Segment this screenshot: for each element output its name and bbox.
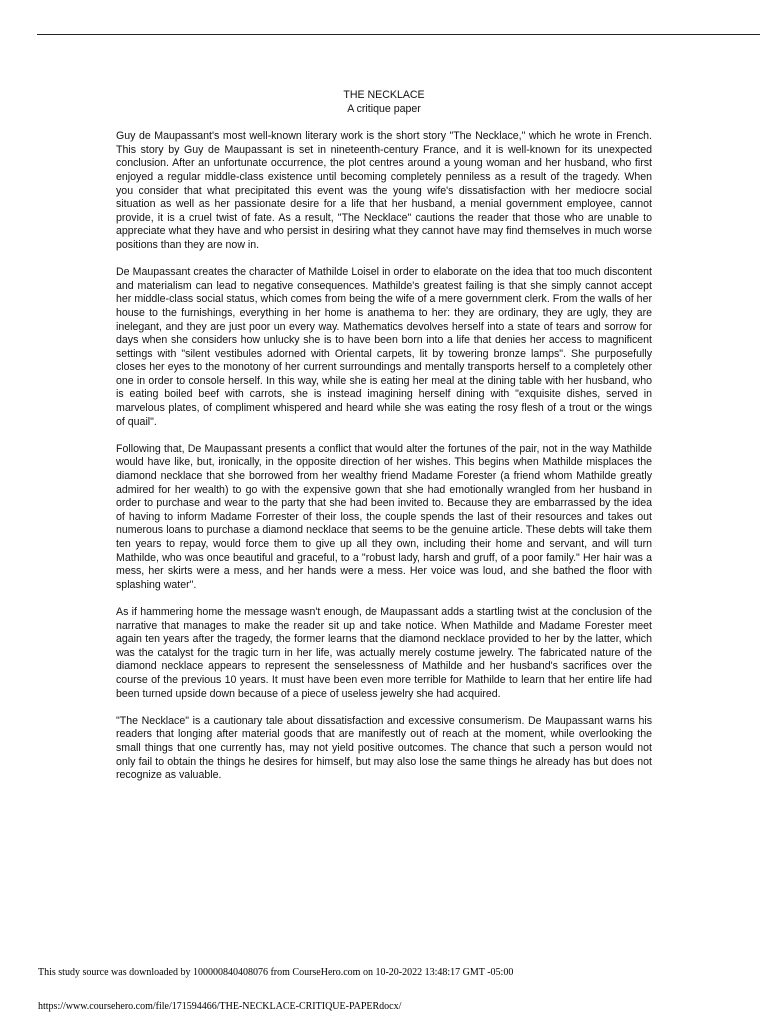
top-divider: [37, 34, 760, 35]
paragraph-5: "The Necklace" is a cautionary tale about dissatisfaction and excessive consumerism. De Maupassant warns his readers that longing after material goods that are manifestly out of reach at the moment, while overlooking the small things that one currently has, may not yield positive outcomes. The chance that such a person would not only fail to obtain the things he desires for himself, but may also lose the same things he already has but does not recognize as valuable.: [116, 714, 652, 782]
document-title: THE NECKLACE: [343, 89, 425, 101]
paragraph-2: De Maupassant creates the character of Mathilde Loisel in order to elaborate on the idea that too much discontent and materialism can lead to negative consequences. Mathilde's greatest failing is that she simply cannot accept her middle-class social status, which comes from being the wife of a mere government clerk. From the walls of her house to the furnishings, everything in her home is anathema to her: they are ordinary, they are ugly, they are inelegant, and they are just poor un every way. Mathematics devolves herself into a state of tears and sorrow for days when she considers how unlucky she is to have been born into a life that denies her access to magnificent settings with "silent vestibules adorned with Oriental carpets, lit by towering bronze lamps". She purposefully closes her eyes to the monotony of her current surroundings and mentally transports herself to a completely other one in order to console herself. In this way, while she is eating her meal at the dining table with her husband, who is eating boiled beef with carrots, she is instead imagining herself dining with "exquisite dishes, served in marvelous plates, of compliment whispered and heard while she was eating the rosy flesh of a trout or the wings of quail".: [116, 266, 652, 428]
title-block: [116, 89, 652, 116]
document-body: [116, 89, 652, 783]
download-source-note: This study source was downloaded by 100000840408076 from CourseHero.com on 10-20-2022 13:48:17 GMT -05:00: [38, 967, 514, 978]
document-subtitle: A critique paper: [347, 102, 421, 115]
source-url: https://www.coursehero.com/file/171594466/THE-NECKLACE-CRITIQUE-PAPERdocx/: [38, 1001, 402, 1012]
paragraph-3: Following that, De Maupassant presents a conflict that would alter the fortunes of the pair, not in the way Mathilde would have like, but, ironically, in the opposite direction of her wishes. This begins when Mathilde misplaces the diamond necklace that she borrowed from her wealthy friend Madame Forester (a friend whom Mathilde greatly admired for her wealth) to go with the expensive gown that she had emotionally wrangled from her husband in order to purchase and wear to the party that she had been invited to. Because they are embarrassed by the idea of having to inform Madame Forrester of their loss, the couple spends the last of their resources and takes out numerous loans to purchase a diamond necklace that seems to be the genuine article. These debts will take them ten years to repay, would force them to give up all they own, including their home and servant, and will turn Mathilde, who was once beautiful and graceful, to a "robust lady, harsh and gruff, of a poor family." Her hair was a mess, her skirts were a mess, and her hands were a mess. Her voice was loud, and she bathed the floor with splashing water".: [116, 442, 652, 591]
paragraph-4: As if hammering home the message wasn't enough, de Maupassant adds a startling twist at the conclusion of the narrative that manages to make the reader sit up and take notice. When Mathilde and Madame Forester meet again ten years after the tragedy, the former learns that the diamond necklace provided to her by the latter, which was the catalyst for the tragic turn in her life, was actually merely costume jewelry. The fabricated nature of the diamond necklace appears to represent the senselessness of Mathilde and her husband's sacrifices over the course of the previous 10 years. It must have been even more terrible for Mathilde to learn that her entire life had been turned upside down because of a piece of useless jewelry she had acquired.: [116, 605, 652, 700]
paragraph-1: Guy de Maupassant's most well-known literary work is the short story "The Necklace," which he wrote in French. This story by Guy de Maupassant is set in nineteenth-century France, and it is well-known for its unexpected conclusion. After an unfortunate occurrence, the plot centres around a young woman and her husband, who first enjoyed a regular middle-class existence until becoming completely penniless as a result of the tragedy. When you consider that what precipitated this event was the young wife's dissatisfaction with her mediocre social situation as well as her passionate desire for a life that her husband, a menial government employee, cannot provide, it is a cruel twist of fate. As a result, "The Necklace" cautions the reader that those who are unable to appreciate what they have and who persist in desiring what they cannot have may find themselves in much worse positions than they are now in.: [116, 130, 652, 251]
